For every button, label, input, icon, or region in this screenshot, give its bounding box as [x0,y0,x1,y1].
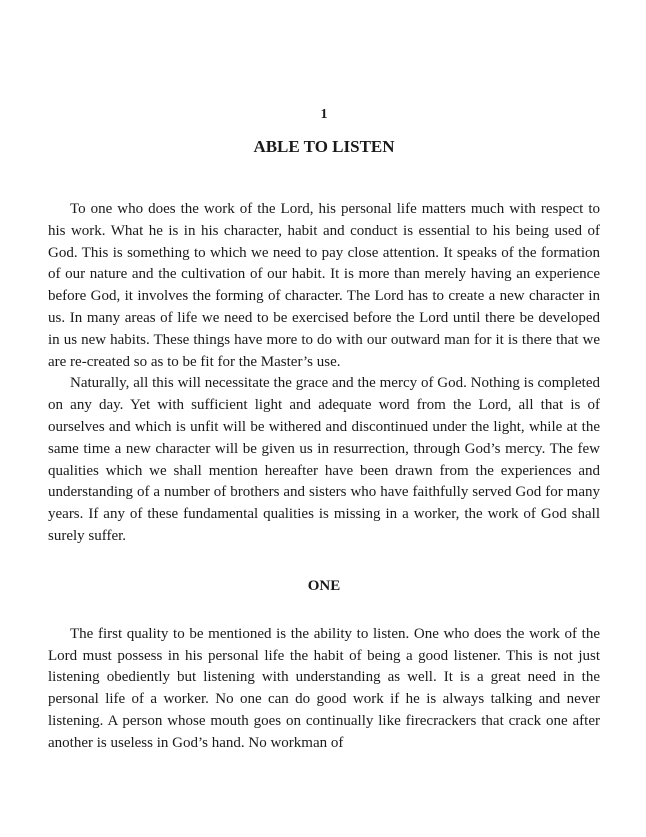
chapter-title: ABLE TO LISTEN [253,137,395,156]
body-paragraph-1: To one who does the work of the Lord, his personal life matters much with respect to his work. What he is in his character, habit and conduct is essential to his being used of God. This is something to which we need to pay close attention. It speaks of the formation of our nature and the cultivation of our habit. It is more than merely having an experience before God, it involves the forming of character. The Lord has to create a new character in us. In many areas of life we need to be exercised before the Lord until there be developed in us new habits. These things have more to do with our outward man for it is there that we are re-created so as to be fit for the Master’s use. [48,201,600,370]
section-heading: ONE [307,577,341,594]
chapter-number: 1 [320,107,328,122]
body-paragraph-2: Naturally, all this will necessitate the grace and the mercy of God. Nothing is completed on any day. Yet with sufficient light and adequate word from the Lord, all that is of ourselves and which is unfit will be withered and discontinued under the light, while at the same time a new character will be given us in resurrection, through God’s mercy. The few qualities which we shall mention hereafter have been drawn from the experiences and understanding of a number of brothers and sisters who have faithfully served God for many years. If any of these fundamental qualities is missing in a worker, the work of God shall surely suffer. [48,375,600,544]
section-paragraph-1: The first quality to be mentioned is the ability to listen. One who does the work of the Lord must possess in his personal life the habit of being a good listener. This is not just listening obediently but listening with understanding as well. It is a great need in the personal life of a worker. No one can do good work if he is always talking and never listening. A person whose mouth goes on continually like firecrackers that crack one after another is useless in God’s hand. No workman of [48,625,600,751]
document-page [48,106,600,755]
